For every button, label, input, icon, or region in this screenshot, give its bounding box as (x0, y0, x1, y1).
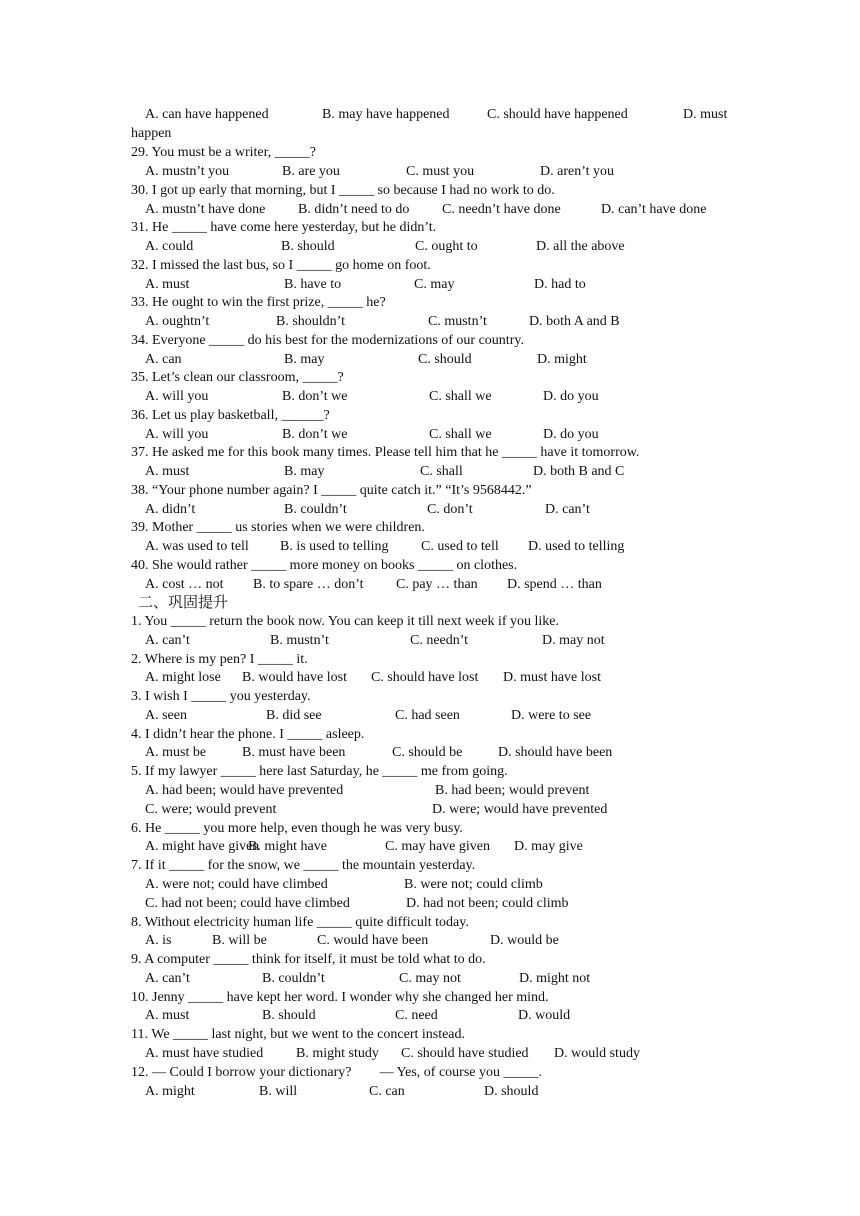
answer-options-row (0, 350, 860, 369)
question-text: 39. Mother _____ us stories when we were children. (131, 520, 425, 535)
answer-option[interactable]: B. couldn’t (262, 971, 325, 986)
answer-options-row (0, 105, 860, 124)
answer-option[interactable]: B. is used to telling (280, 539, 389, 554)
answer-option[interactable]: C. needn’t (410, 633, 469, 648)
section-heading: 二、巩固提升 (138, 593, 229, 611)
answer-option[interactable]: A. can have happened (145, 107, 269, 122)
answer-option[interactable]: B. will (259, 1084, 298, 1099)
question-text: 7. If it _____ for the snow, we _____ the mountain yesterday. (131, 858, 476, 873)
answer-option[interactable]: D. both B and C (533, 464, 625, 479)
answer-options-row (0, 237, 860, 256)
answer-option[interactable]: C. were; would prevent (145, 802, 277, 817)
answer-option[interactable]: D. used to telling (528, 539, 625, 554)
answer-option[interactable]: A. seen (145, 708, 187, 723)
answer-option[interactable]: A. might have given (145, 839, 260, 854)
answer-option[interactable]: C. should have studied (401, 1046, 529, 1061)
answer-option[interactable]: B. mustn’t (270, 633, 329, 648)
answer-option[interactable]: B. didn’t need to do (298, 202, 410, 217)
answer-option[interactable]: B. are you (282, 164, 340, 179)
answer-option[interactable]: B. would have lost (242, 670, 347, 685)
answer-option[interactable]: C. must you (406, 164, 475, 179)
answer-option[interactable]: C. don’t (427, 502, 473, 517)
answer-option[interactable]: C. should have lost (371, 670, 479, 685)
question-text: 37. He asked me for this book many times. Please tell him that he _____ have it tomorrow. (131, 445, 640, 460)
question-text: 40. She would rather _____ more money on books _____ on clothes. (131, 558, 518, 573)
answer-option[interactable]: A. is (145, 933, 172, 948)
answer-option[interactable]: A. must have studied (145, 1046, 264, 1061)
answer-option[interactable]: B. might study (296, 1046, 379, 1061)
answer-option[interactable]: C. shall we (429, 427, 492, 442)
answer-option[interactable]: D. may not (542, 633, 605, 648)
answer-options-row (0, 875, 860, 894)
answer-option[interactable]: A. can (145, 352, 182, 367)
answer-options-row (0, 425, 860, 444)
answer-option[interactable]: D. must have lost (503, 670, 601, 685)
answer-option[interactable]: A. could (145, 239, 194, 254)
question-text: 8. Without electricity human life _____ quite difficult today. (131, 915, 469, 930)
answer-option[interactable]: D. spend … than (507, 577, 602, 592)
answer-options-row (0, 969, 860, 988)
answer-option[interactable]: B. may (284, 464, 325, 479)
answer-option[interactable]: D. would (518, 1008, 571, 1023)
question-text: 12. — Could I borrow your dictionary? — Yes, of course you _____. (131, 1065, 543, 1080)
answer-option[interactable]: A. cost … not (145, 577, 224, 592)
answer-option[interactable]: A. must (145, 464, 190, 479)
answer-option[interactable]: D. both A and B (529, 314, 620, 329)
answer-option[interactable]: D. might (537, 352, 587, 367)
question-text: 29. You must be a writer, _____? (131, 145, 316, 160)
answer-option[interactable]: B. couldn’t (284, 502, 347, 517)
answer-option[interactable]: D. can’t have done (601, 202, 707, 217)
answer-option[interactable]: D. would be (490, 933, 559, 948)
answer-option[interactable]: A. was used to tell (145, 539, 249, 554)
answer-option[interactable]: C. needn’t have done (442, 202, 561, 217)
question-text: 2. Where is my pen? I _____ it. (131, 652, 308, 667)
answer-option[interactable]: D. might not (519, 971, 591, 986)
answer-option[interactable]: B. don’t we (282, 427, 348, 442)
answer-option[interactable]: A. might lose (145, 670, 221, 685)
answer-option[interactable]: A. must be (145, 745, 207, 760)
answer-option[interactable]: B. did see (266, 708, 322, 723)
answer-option[interactable]: B. to spare … don’t (253, 577, 364, 592)
answer-options-row (0, 537, 860, 556)
answer-option[interactable]: A. mustn’t have done (145, 202, 266, 217)
answer-option[interactable]: D. do you (543, 427, 599, 442)
answer-option[interactable]: D. may give (514, 839, 583, 854)
answer-option[interactable]: C. can (369, 1084, 405, 1099)
answer-options-row (0, 575, 860, 594)
answer-option[interactable]: B. shouldn’t (276, 314, 345, 329)
answer-option[interactable]: B. may (284, 352, 325, 367)
answer-option[interactable]: C. should be (392, 745, 463, 760)
answer-option[interactable]: D. aren’t you (540, 164, 614, 179)
answer-options-row (0, 200, 860, 219)
answer-option[interactable]: B. don’t we (282, 389, 348, 404)
answer-option[interactable]: C. should (418, 352, 472, 367)
answer-option[interactable]: A. might (145, 1084, 195, 1099)
answer-option[interactable]: D. were to see (511, 708, 592, 723)
question-text: 5. If my lawyer _____ here last Saturday, he _____ me from going. (131, 764, 508, 779)
answer-options-row (0, 668, 860, 687)
answer-option[interactable]: A. didn’t (145, 502, 196, 517)
answer-options-row (0, 1006, 860, 1025)
question-text: 31. He _____ have come here yesterday, but he didn’t. (131, 220, 437, 235)
answer-option[interactable]: C. would have been (317, 933, 429, 948)
answer-option[interactable]: D. do you (543, 389, 599, 404)
answer-option[interactable]: C. should have happened (487, 107, 628, 122)
answer-option[interactable]: A. had been; would have prevented (145, 783, 344, 798)
answer-option[interactable]: D. would study (554, 1046, 640, 1061)
question-text: 34. Everyone _____ do his best for the modernizations of our country. (131, 333, 524, 348)
answer-options-row (0, 387, 860, 406)
answer-options-row (0, 631, 860, 650)
question-text: 35. Let’s clean our classroom, _____? (131, 370, 344, 385)
answer-option[interactable]: D. must (683, 107, 728, 122)
answer-option[interactable]: C. may (414, 277, 455, 292)
question-text: 38. “Your phone number again? I _____ quite catch it.” “It’s 9568442.” (131, 483, 532, 498)
answer-option[interactable]: C. had not been; could have climbed (145, 896, 350, 911)
question-text: happen (131, 126, 172, 141)
answer-options-row (0, 1044, 860, 1063)
answer-option[interactable]: D. had to (534, 277, 586, 292)
answer-option[interactable]: A. must (145, 277, 190, 292)
answer-options-row (0, 894, 860, 913)
answer-option[interactable]: B. should (281, 239, 335, 254)
answer-option[interactable]: B. may have happened (322, 107, 450, 122)
question-text: 1. You _____ return the book now. You can keep it till next week if you like. (131, 614, 559, 629)
question-text: 4. I didn’t hear the phone. I _____ asleep. (131, 727, 365, 742)
answer-options-row (0, 500, 860, 519)
answer-option[interactable]: D. should (484, 1084, 539, 1099)
answer-option[interactable]: A. mustn’t you (145, 164, 230, 179)
answer-option[interactable]: B. might have (248, 839, 327, 854)
answer-option[interactable]: C. may have given (385, 839, 490, 854)
answer-option[interactable]: C. may not (399, 971, 461, 986)
answer-option[interactable]: D. had not been; could climb (406, 896, 569, 911)
answer-option[interactable]: A. will you (145, 427, 209, 442)
question-text: 10. Jenny _____ have kept her word. I wonder why she changed her mind. (131, 990, 549, 1005)
question-text: 33. He ought to win the first prize, _____ he? (131, 295, 386, 310)
answer-option[interactable]: D. can’t (545, 502, 590, 517)
answer-option[interactable]: C. pay … than (396, 577, 478, 592)
answer-option[interactable]: D. should have been (498, 745, 613, 760)
answer-option[interactable]: A. will you (145, 389, 209, 404)
answer-option[interactable]: C. used to tell (421, 539, 499, 554)
answer-options-row (0, 312, 860, 331)
answer-options-row (0, 275, 860, 294)
answer-option[interactable]: D. were; would have prevented (432, 802, 608, 817)
answer-option[interactable]: A. oughtn’t (145, 314, 210, 329)
answer-option[interactable]: A. can’t (145, 971, 190, 986)
question-text: 3. I wish I _____ you yesterday. (131, 689, 311, 704)
answer-option[interactable]: A. can’t (145, 633, 190, 648)
answer-option[interactable]: B. had been; would prevent (435, 783, 590, 798)
question-text: 6. He _____ you more help, even though he was very busy. (131, 821, 463, 836)
answer-option[interactable]: B. must have been (242, 745, 346, 760)
answer-option[interactable]: C. shall (420, 464, 463, 479)
answer-options-row (0, 743, 860, 762)
answer-option[interactable]: D. all the above (536, 239, 625, 254)
answer-option[interactable]: B. have to (284, 277, 342, 292)
answer-options-row (0, 800, 860, 819)
answer-options-row (0, 706, 860, 725)
question-text: 36. Let us play basketball, ______? (131, 408, 330, 423)
answer-option[interactable]: C. had seen (395, 708, 460, 723)
answer-option[interactable]: A. must (145, 1008, 190, 1023)
answer-options-row (0, 462, 860, 481)
answer-options-row (0, 931, 860, 950)
answer-option[interactable]: C. ought to (415, 239, 478, 254)
answer-option[interactable]: C. shall we (429, 389, 492, 404)
answer-option[interactable]: B. were not; could climb (404, 877, 543, 892)
answer-options-row (0, 781, 860, 800)
answer-options-row (0, 837, 860, 856)
answer-option[interactable]: A. were not; could have climbed (145, 877, 328, 892)
answer-options-row (0, 162, 860, 181)
question-text: 9. A computer _____ think for itself, it must be told what to do. (131, 952, 486, 967)
answer-option[interactable]: B. should (262, 1008, 316, 1023)
question-text: 32. I missed the last bus, so I _____ go home on foot. (131, 258, 431, 273)
answer-option[interactable]: C. need (395, 1008, 438, 1023)
answer-options-row (0, 1082, 860, 1101)
question-text: 11. We _____ last night, but we went to the concert instead. (131, 1027, 466, 1042)
answer-option[interactable]: B. will be (212, 933, 267, 948)
answer-option[interactable]: C. mustn’t (428, 314, 487, 329)
question-text: 30. I got up early that morning, but I _____ so because I had no work to do. (131, 183, 555, 198)
